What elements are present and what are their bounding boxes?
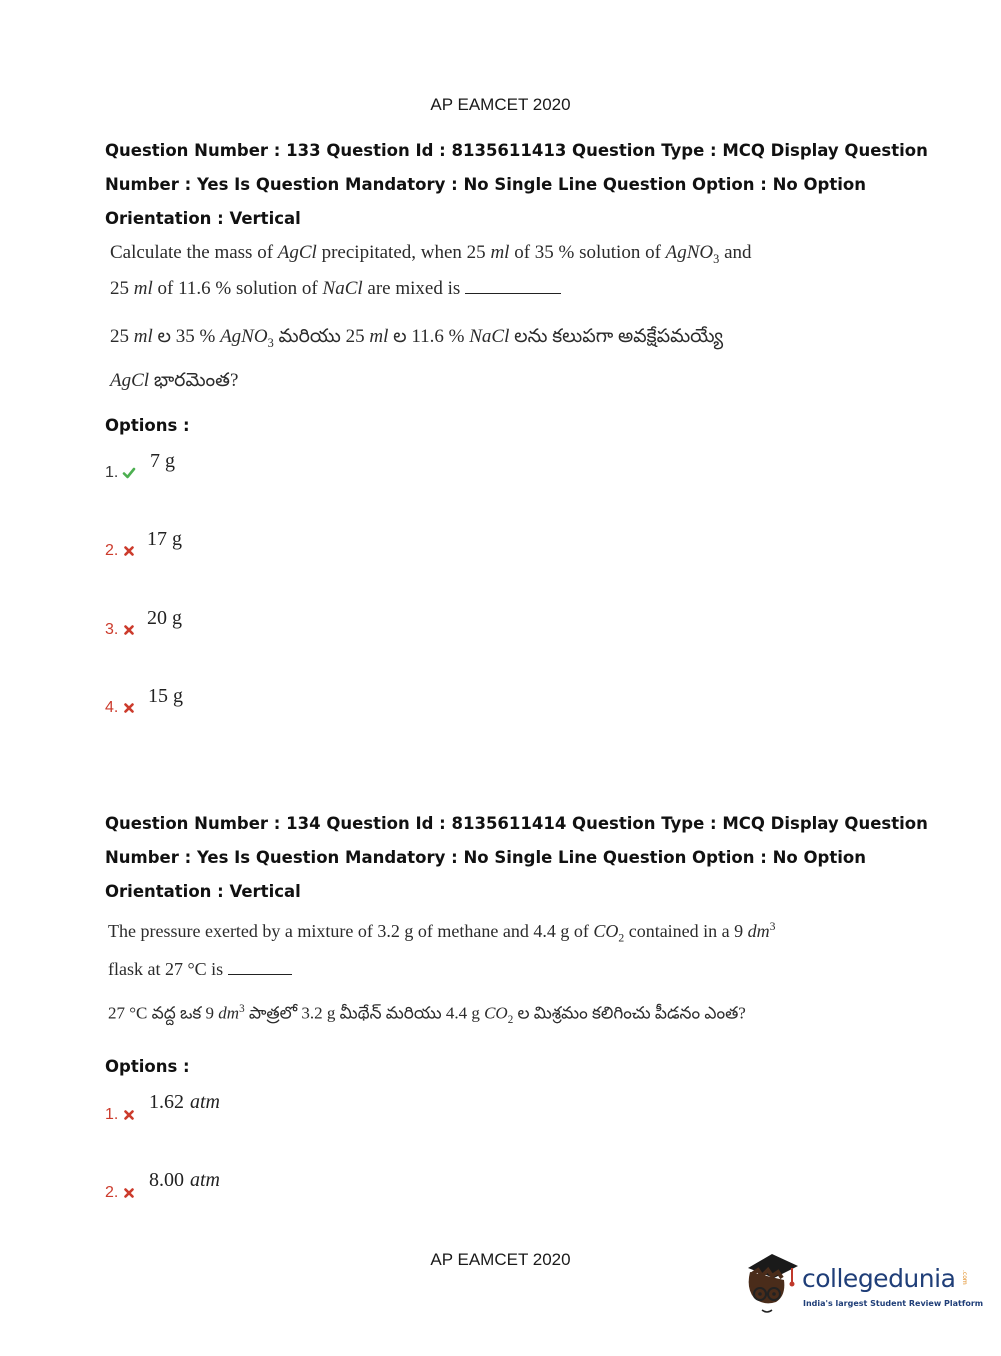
options-label: Options :: [105, 1057, 190, 1076]
option-number: 3.: [105, 621, 119, 638]
check-icon: [122, 466, 136, 480]
cross-icon: [122, 1108, 136, 1122]
cross-icon: [122, 1186, 136, 1200]
logo-name: collegedunia: [802, 1264, 956, 1293]
question-text-english-134: [108, 912, 776, 984]
cross-icon: [122, 701, 136, 715]
question-text-telugu-133-line2: AgCl భారమెంత?: [110, 370, 239, 391]
question-text-english-133: [110, 238, 752, 304]
option-item[interactable]: [105, 540, 136, 560]
page-footer-title: AP EAMCET 2020: [430, 1250, 571, 1269]
option-number: 2.: [105, 1184, 119, 1201]
question-meta-line: Number : Yes Is Question Mandatory : No Single Line Question Option : No Option: [105, 848, 866, 867]
option-item[interactable]: [105, 697, 136, 717]
question-meta-line: Question Number : 134 Question Id : 8135611414 Question Type : MCQ Display Question: [105, 814, 928, 833]
logo-tagline: India's largest Student Review Platform: [803, 1299, 984, 1308]
question-text-line: The pressure exerted by a mixture of 3.2 g of methane and 4.4 g of $CO_2$ contained in a 9 $dm^3$: [108, 920, 776, 945]
option-item[interactable]: [105, 1182, 136, 1202]
option-number: 4.: [105, 699, 119, 716]
answer-blank: [228, 973, 292, 975]
option-item[interactable]: [105, 1104, 136, 1124]
question-meta-line: Orientation : Vertical: [105, 209, 301, 228]
collegedunia-logo[interactable]: [740, 1248, 984, 1318]
answer-blank: [465, 292, 561, 294]
question-meta-line: Orientation : Vertical: [105, 882, 301, 901]
option-value: 17 g: [147, 528, 182, 550]
question-text-line: flask at 27 °C is: [108, 954, 776, 984]
cross-icon: [122, 544, 136, 558]
option-number: 2.: [105, 542, 119, 559]
question-meta-line: Number : Yes Is Question Mandatory : No Single Line Question Option : No Option: [105, 175, 866, 194]
option-number: 1.: [105, 1106, 119, 1123]
page-header-title: AP EAMCET 2020: [430, 95, 571, 114]
mascot-icon: [740, 1248, 800, 1318]
question-text-telugu-133: 25 ml ల 35 % AgNO$_3$ మరియు 25 ml ల 11.6 % NaCl లను కలుపగా అవక్షేపమయ్యే: [110, 326, 724, 350]
question-meta-133: [105, 134, 928, 236]
option-item[interactable]: [105, 462, 136, 482]
question-meta-134: [105, 807, 928, 909]
question-text-telugu-134: 27 °C వద్ద ఒక 9 $dm^3$ పాత్రలో 3.2 g మీథేన్ మరియు 4.4 g $CO_2$ ల మిశ్రమం కలిగించు పీడనం ఎంత?: [108, 1003, 746, 1027]
option-value: 20 g: [147, 607, 182, 629]
question-text-line: 25 ml of 11.6 % solution of NaCl are mixed is: [110, 274, 752, 304]
cross-icon: [122, 623, 136, 637]
option-value: 1.62 atm: [149, 1091, 220, 1113]
option-value: 15 g: [148, 685, 183, 707]
logo-suffix: .com: [961, 1270, 968, 1285]
option-value: 7 g: [150, 450, 175, 472]
options-label: Options :: [105, 416, 190, 435]
question-meta-line: Question Number : 133 Question Id : 8135611413 Question Type : MCQ Display Question: [105, 141, 928, 160]
option-number: 1.: [105, 464, 119, 481]
option-item[interactable]: [105, 619, 136, 639]
option-value: 8.00 atm: [149, 1169, 220, 1191]
question-text-line: Calculate the mass of AgCl precipitated, when 25 ml of 35 % solution of AgNO$_3$ and: [110, 242, 752, 266]
